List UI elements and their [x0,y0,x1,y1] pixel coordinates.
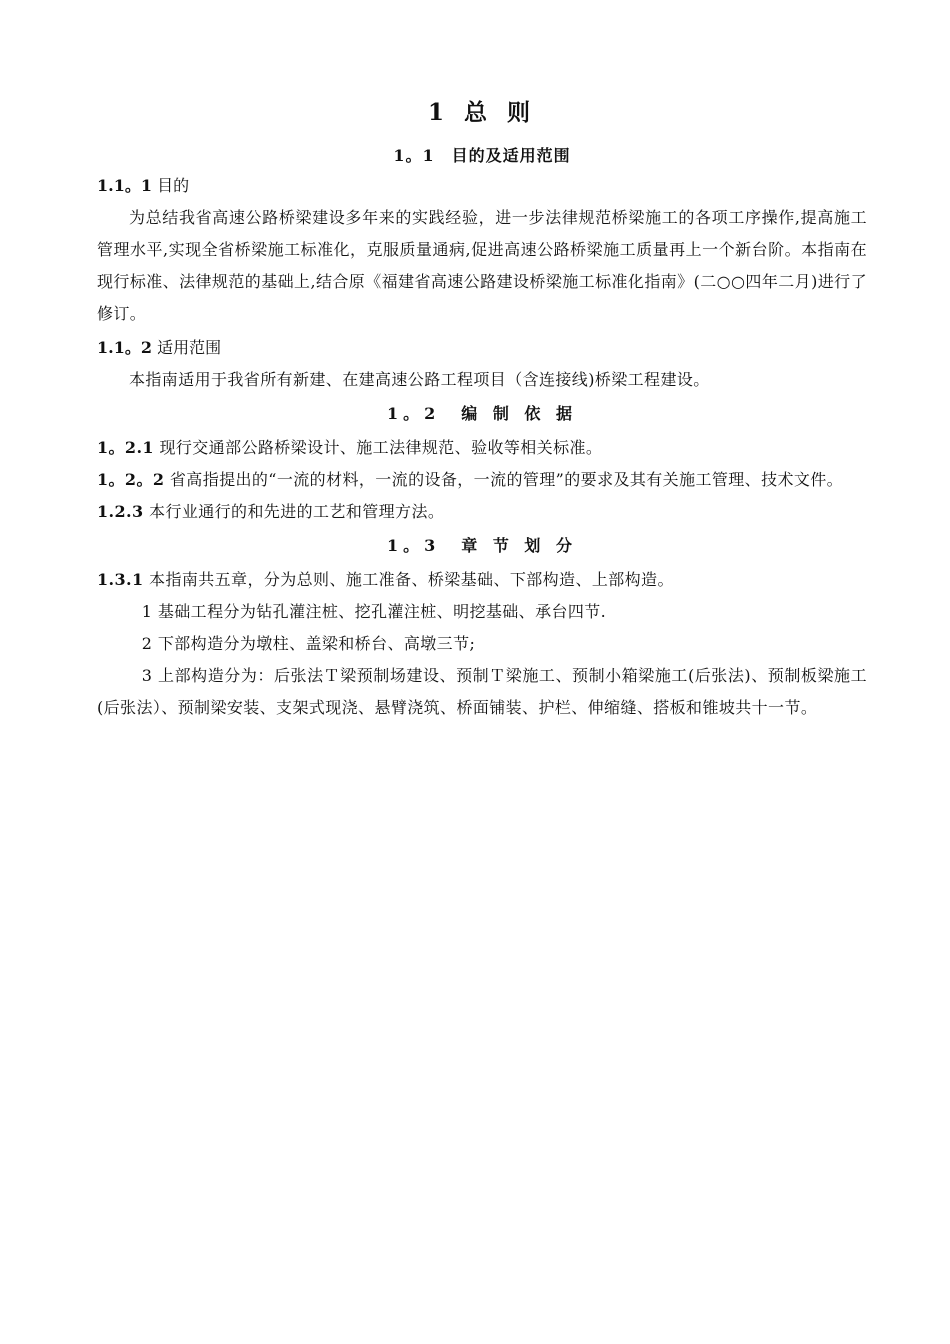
clause-number: 1.1。2 [97,338,152,357]
chapter-title: 1 总 则 [427,99,537,126]
list-item-superstructure: 3 上部构造分为：后张法Ｔ梁预制场建设、预制Ｔ梁施工、预制小箱梁施工(后张法)、预制板梁施工(后张法）、预制梁安装、支架式现浇、悬臂浇筑、桥面铺装、护栏、伸缩缝、搭板和锥坡共十一节。 [97,666,867,717]
list-item-foundation: 1 基础工程分为钻孔灌注桩、挖孔灌注桩、明挖基础、承台四节. [141,602,607,621]
clause-number: 1。2.1 [97,438,154,457]
clause-number: 1。2。2 [97,470,165,489]
clause-text: 现行交通部公路桥梁设计、施工法律规范、验收等相关标准。 [159,438,603,457]
clause-1-3-1 [97,564,867,596]
clause-heading-text: 目的 [157,176,190,195]
clause-number: 1.3.1 [97,570,144,589]
clause-heading-1-1-1 [97,174,867,198]
clause-heading-1-1-2 [97,336,867,360]
clause-number: 1.2.3 [97,502,144,521]
list-item-substructure: 2 下部构造分为墩柱、盖梁和桥台、高墩三节; [141,634,476,653]
section-title-1-3: 1。3 章 节 划 分 [387,536,577,555]
clause-text: 本指南共五章，分为总则、施工准备、桥梁基础、下部构造、上部构造。 [149,570,674,589]
clause-body-purpose: 为总结我省高速公路桥梁建设多年来的实践经验，进一步法律规范桥梁施工的各项工序操作,提高施工管理水平,实现全省桥梁施工标准化，克服质量通病,促进高速公路桥梁施工质量再上一个新台阶。本指南在现行标准、法律规范的基础上,结合原《福建省高速公路建设桥梁施工标准化指南》(二○○四年二月)进行了修订。 [97,208,867,323]
clause-1-2-3 [97,496,867,528]
section-title-1-1: 1。1 目的及适用范围 [393,146,571,165]
clause-1-2-1 [97,432,867,464]
clause-text: 本行业通行的和先进的工艺和管理方法。 [149,502,445,521]
page-content [97,98,867,724]
clause-1-2-2 [97,464,867,496]
clause-number: 1.1。1 [97,176,152,195]
section-title-1-2: 1。2 编 制 依 据 [387,404,577,423]
clause-heading-text: 适用范围 [157,338,222,357]
clause-body-scope: 本指南适用于我省所有新建、在建高速公路工程项目（含连接线)桥梁工程建设。 [129,370,710,389]
clause-text: 省高指提出的“一流的材料，一流的设备，一流的管理”的要求及其有关施工管理、技术文件。 [169,470,844,489]
